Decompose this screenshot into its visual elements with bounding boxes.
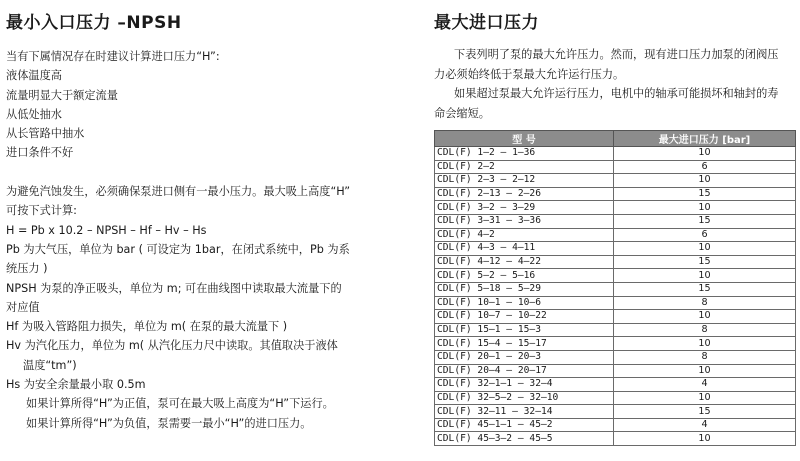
pressure-cell: 10 <box>614 147 796 161</box>
pressure-cell: 10 <box>614 201 796 215</box>
model-cell: CDL(F) 3–31 – 3–36 <box>435 214 614 228</box>
pressure-cell: 8 <box>614 323 796 337</box>
table-row <box>435 255 796 269</box>
model-cell: CDL(F) 5–18 – 5–29 <box>435 282 614 296</box>
body-line: 统压力 ) <box>6 262 48 276</box>
table-row <box>435 201 796 215</box>
model-cell: CDL(F) 20–4 – 20–17 <box>435 364 614 378</box>
table-row <box>435 418 796 432</box>
description-line: 命会缩短。 <box>434 106 490 120</box>
pressure-cell: 10 <box>614 269 796 283</box>
model-cell: CDL(F) 10–1 – 10–6 <box>435 296 614 310</box>
pressure-cell: 6 <box>614 228 796 242</box>
body-line: 当有下属情况存在时建议计算进口压力“H”: <box>6 50 220 63</box>
table-row <box>435 187 796 201</box>
body-line: 进口条件不好 <box>6 146 74 160</box>
model-cell: CDL(F) 15–4 – 15–17 <box>435 337 614 351</box>
pressure-cell: 15 <box>614 282 796 296</box>
table-row <box>435 174 796 188</box>
table-row <box>435 323 796 337</box>
body-line: 液体温度高 <box>6 69 62 83</box>
pressure-cell: 15 <box>614 214 796 228</box>
table-header-row <box>435 131 796 147</box>
body-line: 温度“tm”) <box>23 358 77 372</box>
body-line: 如果计算所得“H”为正值，泵可在最大吸上高度为“H”下运行。 <box>26 397 334 411</box>
model-cell: CDL(F) 4–12 – 4–22 <box>435 255 614 269</box>
model-cell: CDL(F) 1–2 – 1–36 <box>435 147 614 161</box>
table-row <box>435 432 796 446</box>
npsh-title: 最小入口压力 –NPSH <box>6 13 182 33</box>
pressure-cell: 10 <box>614 242 796 256</box>
body-line: 从长管路中抽水 <box>6 127 85 141</box>
pressure-cell: 10 <box>614 337 796 351</box>
model-cell: CDL(F) 45–3–2 – 45–5 <box>435 432 614 446</box>
table-row <box>435 147 796 161</box>
pressure-cell: 8 <box>614 350 796 364</box>
model-cell: CDL(F) 45–1–1 – 45–2 <box>435 418 614 432</box>
max-inlet-pressure-description <box>434 45 796 123</box>
body-line: Hs 为安全余量最小取 0.5m <box>6 378 146 392</box>
body-line: 如果计算所得“H”为负值，泵需要一最小“H”的进口压力。 <box>26 416 312 430</box>
body-line: 对应值 <box>6 300 40 314</box>
header-max-inlet-pressure: 最大进口压力 [bar] <box>614 131 796 147</box>
table-row <box>435 282 796 296</box>
table-row <box>435 228 796 242</box>
model-cell: CDL(F) 10–7 – 10–22 <box>435 310 614 324</box>
pressure-cell: 4 <box>614 418 796 432</box>
pressure-cell: 6 <box>614 160 796 174</box>
body-line: Pb 为大气压，单位为 bar ( 可设定为 1bar，在闭式系统中，Pb 为系 <box>6 242 350 256</box>
pressure-cell: 10 <box>614 174 796 188</box>
description-line: 下表列明了泵的最大允许压力。然而，现有进口压力加泵的闭阀压 <box>454 48 779 61</box>
model-cell: CDL(F) 2–13 – 2–26 <box>435 187 614 201</box>
table-body <box>435 147 796 446</box>
table-row <box>435 378 796 392</box>
model-cell: CDL(F) 2–2 <box>435 160 614 174</box>
table-row <box>435 269 796 283</box>
pressure-cell: 10 <box>614 391 796 405</box>
table-row <box>435 405 796 419</box>
model-cell: CDL(F) 32–1–1 – 32–4 <box>435 378 614 392</box>
body-line: 从低处抽水 <box>6 107 62 121</box>
header-model: 型 号 <box>435 131 614 147</box>
pressure-cell: 15 <box>614 187 796 201</box>
body-line: 流量明显大于额定流量 <box>6 88 118 102</box>
max-inlet-pressure-title: 最大进口压力 <box>434 13 539 33</box>
pressure-cell: 15 <box>614 255 796 269</box>
table-row <box>435 310 796 324</box>
pressure-cell: 10 <box>614 364 796 378</box>
table-row <box>435 242 796 256</box>
table-row <box>435 214 796 228</box>
model-cell: CDL(F) 4–2 <box>435 228 614 242</box>
description-line: 如果超过泵最大允许运行压力，电机中的轴承可能损坏和轴封的寿 <box>454 87 779 100</box>
body-line: 为避免汽蚀发生，必须确保泵进口侧有一最小压力。最大吸上高度“H” <box>6 185 351 199</box>
model-cell: CDL(F) 2–3 – 2–12 <box>435 174 614 188</box>
pressure-cell: 10 <box>614 310 796 324</box>
npsh-body <box>6 47 398 433</box>
body-line: Hv 为汽化压力，单位为 m( 从汽化压力尺中读取。其值取决于液体 <box>6 339 338 353</box>
model-cell: CDL(F) 32–5–2 – 32–10 <box>435 391 614 405</box>
model-cell: CDL(F) 5–2 – 5–16 <box>435 269 614 283</box>
pressure-cell: 8 <box>614 296 796 310</box>
table-row <box>435 364 796 378</box>
model-cell: CDL(F) 20–1 – 20–3 <box>435 350 614 364</box>
max-inlet-pressure-table <box>434 130 796 446</box>
pressure-cell: 4 <box>614 378 796 392</box>
model-cell: CDL(F) 4–3 – 4–11 <box>435 242 614 256</box>
table-row <box>435 350 796 364</box>
pressure-cell: 10 <box>614 432 796 446</box>
table-row <box>435 296 796 310</box>
model-cell: CDL(F) 3–2 – 3–29 <box>435 201 614 215</box>
table-row <box>435 391 796 405</box>
body-line <box>6 163 398 182</box>
model-cell: CDL(F) 15–1 – 15–3 <box>435 323 614 337</box>
body-line: H = Pb x 10.2 – NPSH – Hf – Hv – Hs <box>6 223 207 237</box>
model-cell: CDL(F) 32–11 – 32–14 <box>435 405 614 419</box>
description-line: 力必须始终低于泵最大允许运行压力。 <box>434 67 625 81</box>
table-row <box>435 337 796 351</box>
pressure-cell: 15 <box>614 405 796 419</box>
table-row <box>435 160 796 174</box>
body-line: NPSH 为泵的净正吸头，单位为 m; 可在曲线图中读取最大流量下的 <box>6 281 342 295</box>
body-line: Hf 为吸入管路阻力损失，单位为 m( 在泵的最大流量下 ) <box>6 320 288 334</box>
body-line: 可按下式计算: <box>6 204 77 218</box>
